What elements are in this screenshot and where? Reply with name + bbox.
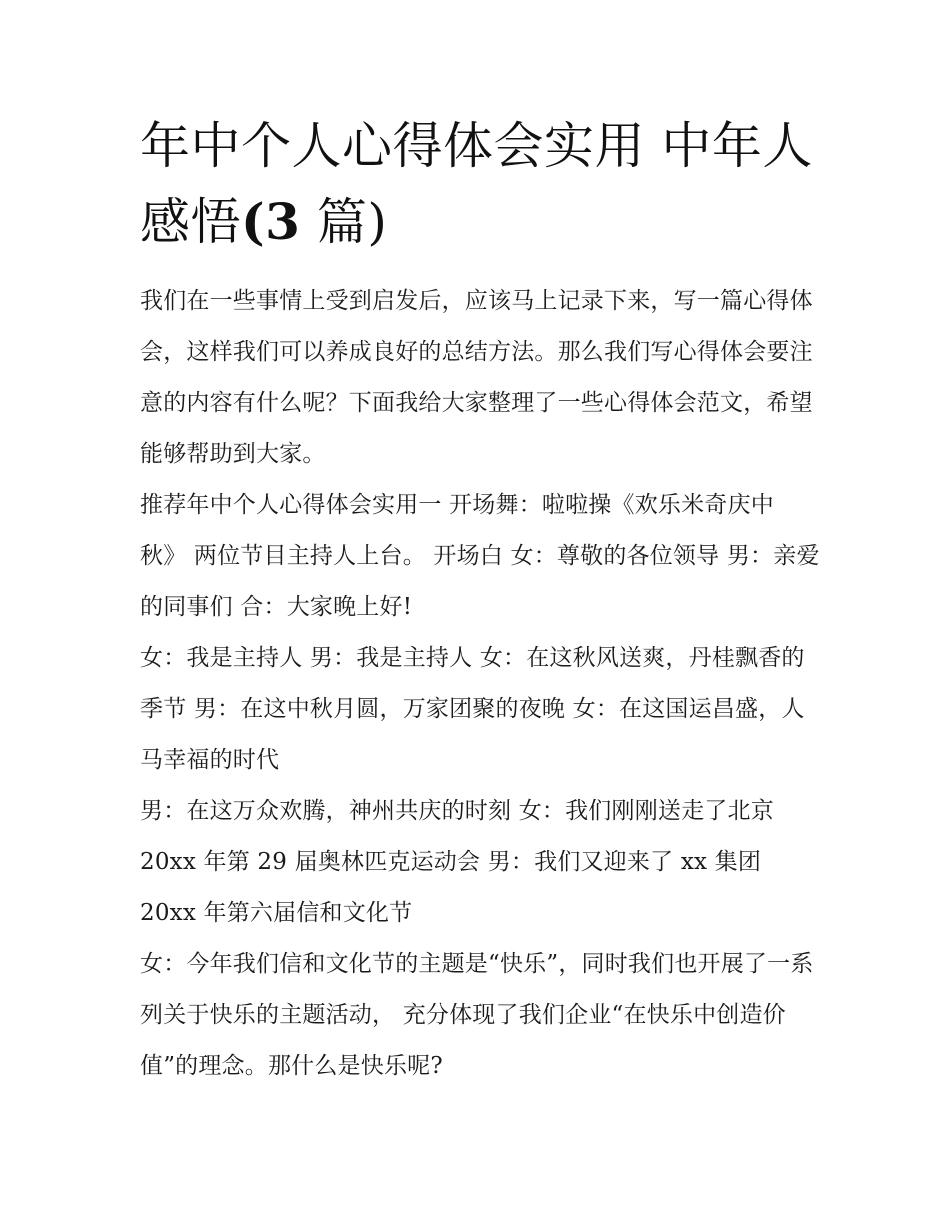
title-line-2-number: (3 — [241, 192, 301, 251]
document-title — [140, 108, 820, 260]
body-paragraph: 女：我是主持人 男：我是主持人 女：在这秋风送爽，丹桂飘香的季节 男：在这中秋月圆，万家团聚的夜晚 女：在这国运昌盛，人马幸福的时代 — [140, 645, 805, 773]
body-paragraph: 女：今年我们信和文化节的主题是“快乐”，同时我们也开展了一系列关于快乐的主题活动， 充分体现了我们企业“在快乐中创造价值”的理念。那什么是快乐呢? — [140, 951, 814, 1079]
title-line-1: 年中个人心得体会实用 中年人 — [140, 117, 813, 175]
title-line-2-suffix: 篇) — [300, 193, 388, 251]
body-paragraph: 推荐年中个人心得体会实用一 开场舞：啦啦操《欢乐米奇庆中秋》 两位节目主持人上台。 开场白 女：尊敬的各位领导 男：亲爱的同事们 合：大家晚上好! — [140, 492, 820, 620]
intro-paragraph: 我们在一些事情上受到启发后，应该马上记录下来，写一篇心得体会，这样我们可以养成良好的总结方法。那么我们写心得体会要注意的内容有什么呢？下面我给大家整理了一些心得体会范文，希望能够帮助到大家。 — [140, 288, 813, 467]
title-line-2-prefix: 感悟 — [140, 193, 241, 251]
body-paragraph: 男：在这万众欢腾，神州共庆的时刻 女：我们刚刚送走了北京 20xx 年第 29 届奥林匹克运动会 男：我们又迎来了 xx 集团 20xx 年第六届信和文化节 — [140, 798, 774, 926]
document-body — [140, 108, 820, 1092]
